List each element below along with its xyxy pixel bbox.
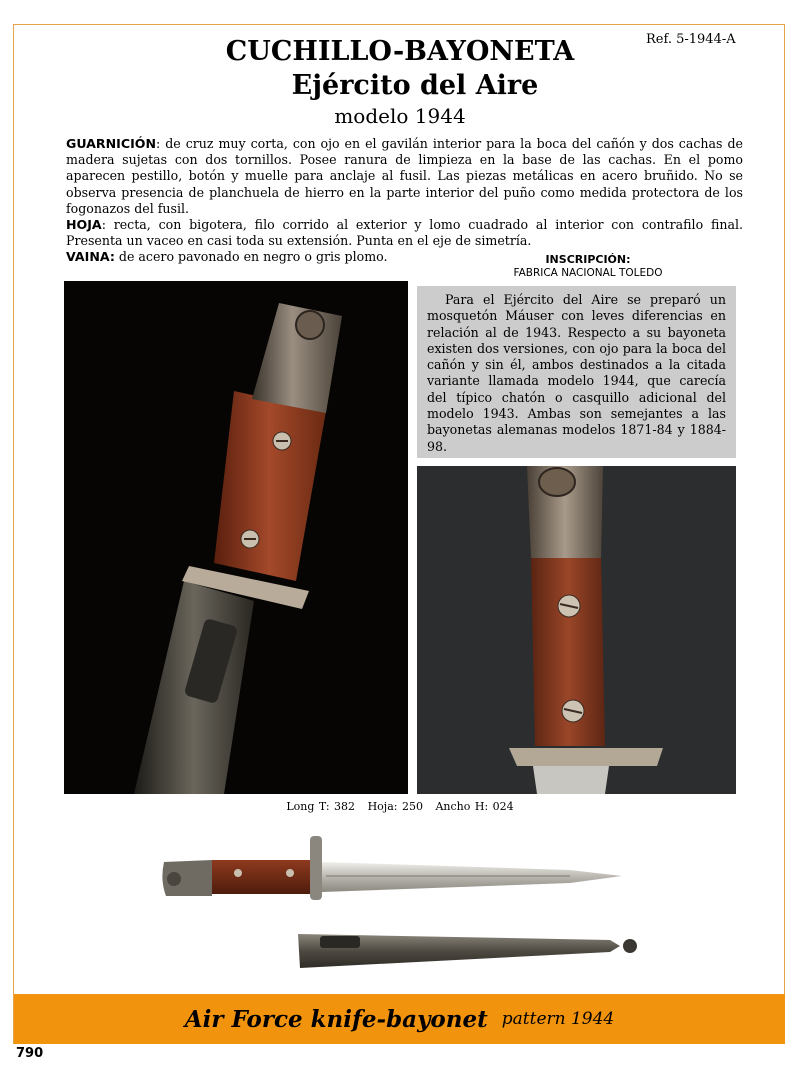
hilt-photo-left [64, 281, 408, 794]
page-subtitle: Ejército del Aire [291, 70, 539, 101]
dimensions [0, 800, 800, 813]
model-label: modelo 1944 [334, 104, 466, 128]
length-total: Long T: 382 [286, 800, 356, 813]
blade-length: Hoja: 250 [367, 800, 423, 813]
hoja-paragraph [66, 217, 743, 249]
english-title: Air Force knife-bayonet [184, 1005, 488, 1033]
page-title: CUCHILLO-BAYONETA [225, 36, 575, 67]
reference-code: Ref. 5-1944-A [646, 32, 736, 47]
hoja-label: HOJA [66, 217, 102, 233]
inscription [418, 253, 758, 279]
hoja-text: : recta, con bigotera, filo corrido al exterior y lomo cuadrado al interior con contrafilo final. Presenta un vaceo en casi toda su extensión. Punta en el eje de simetría. [66, 217, 743, 249]
guarnicion-label: GUARNICIÓN [66, 136, 157, 151]
page-number: 790 [16, 1046, 44, 1061]
history-note [417, 286, 736, 458]
vaina-label: VAINA: [66, 249, 115, 265]
english-pattern: pattern 1944 [501, 1009, 615, 1029]
history-note-text: Para el Ejército del Aire se preparó un mosquetón Máuser con leves diferencias en relación al de 1943. Respecto a su bayoneta existen dos versiones, con ojo para la boca del cañón y sin él, ambos destinados a la citada variante llamada modelo 1944, que carecía del típico chatón o casquillo adicional del modelo 1943. Ambas son semejantes a las bayonetas alemanas modelos 1871-84 y 1884-98. [427, 292, 726, 454]
full-bayonet-photo [150, 828, 650, 978]
blade-width: Ancho H: 024 [435, 800, 514, 813]
inscription-label: INSCRIPCIÓN: [545, 253, 631, 266]
guarnicion-text: : de cruz muy corta, con ojo en el gavilán interior para la boca del cañón y dos cachas de madera sujetas con dos tornillos. Posee ranura de limpieza en la base de las cachas. En el pomo aparecen pestillo, botón y muelle para anclaje al fusil. Las piezas metálicas en acero bruñido. No se observa presencia de planchuela de hierro en la parte interior del puño como medida protectora de los fogonazos del fusil. [66, 136, 743, 216]
inscription-value: FABRICA NACIONAL TOLEDO [513, 267, 663, 279]
english-title-banner [14, 994, 785, 1044]
description-block [66, 136, 743, 266]
hilt-photo-right [417, 466, 736, 794]
vaina-text: de acero pavonado en negro o gris plomo. [114, 249, 388, 265]
guarnicion-paragraph [66, 136, 743, 217]
